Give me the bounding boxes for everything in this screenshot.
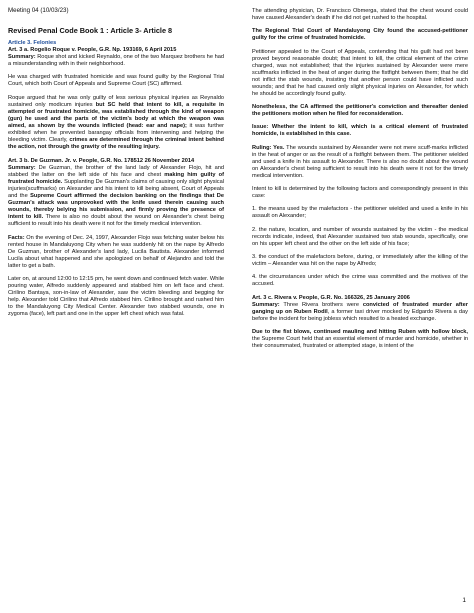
ruling-text: The wounds sustained by Alexander were not mere scuff-marks inflicted in the heat of anger or as the result of a fistfight between them. The petitioner wielded and used a knife in his assault to Alexander. There is also no doubt about the wound on Alexander's chest being sufficient to result into his death were it not for the timely medical intervention. [252, 144, 468, 179]
factor-item: 3. the conduct of the malefactors before, during, or immediately after the killing of the victim – Alexander was hit on the nape by Alfredo; [252, 253, 468, 267]
meeting-label: Meeting 04 (10/03/23) [8, 7, 69, 14]
summary-label: Summary: [252, 301, 280, 308]
rtc-ruling: The Regional Trial Court of Mandaluyong City found the accused-petitioner guilty for the crime of frustrated homicide. [252, 28, 468, 42]
summary-label: Summary: [8, 165, 36, 172]
holding-text: Supreme Court affirmed the decision banking on the findings that De Guzman's attack was unprovoked with the knife used therein causing such wounds, thereby belying his submission, and firmly proving the presence of intent to kill. [8, 193, 224, 221]
factor-item: 2. the nature, location, and number of wounds sustained by the victim - the medical records indicate, indeed, that Alexander sustained two stab wounds, specifically, one on his upper left chest and the other on the left side of his face; [252, 226, 468, 247]
case-ruling [252, 145, 468, 180]
holding-text: but SC held that intent to kill, a requisite in attempted or frustrated homicide, was established through the kind of weapon (gun) he used and the parts of the victim's body at which the weapon was aimed, as shown by the wounds inflicted (head: ear and nape); [8, 101, 224, 129]
paragraph [8, 95, 224, 151]
summary-label: Summary: [8, 54, 36, 61]
summary-text: There is also no doubt about the wound on Alexander's chest being sufficient to result into his death were it not for the timely medical intervention. [8, 214, 225, 228]
case-issue: Issue: Whether the intent to kill, which is a critical element of frustrated homicide, is established in this case. [252, 124, 468, 138]
paragraph: Later on, at around 12:00 to 12:15 pm, he went down and continued fetch water. While pouring water, Alfredo suddenly appeared and stabbed him on left face and chest. Cirilino Bantaya, son-in-law of Alexander, saw the victim bleeding and begging for help. Alexander told Cirilino that Alfredo stabbed him. Cirilino brought and rushed him to the Mandaluyong City Medical Center. Alexander two stabbed wounds, one in zygoma (face), left part and one in the upper left chest which was fatal. [8, 276, 224, 318]
case-title: Art. 3 c. Rivera v. People, G.R. No. 166326, 25 January 2006 [252, 294, 410, 301]
left-column [8, 26, 224, 325]
summary-text: , a former taxi driver mocked by Edgardo Rivera a day before the incident for being jobless which resulted to a heated exchange. [252, 308, 468, 322]
holding-text: crimes are determined through the criminal intent behind the action, not through the gravity of the resulting injury. [8, 136, 225, 150]
case-title: Art. 3 b. De Guzman. Jr. v. People, G.R. No. 178512 26 November 2014 [8, 158, 195, 165]
holding-text: making him guilty of frustrated homicide. [8, 172, 225, 186]
document-title: Revised Penal Code Book 1 : Article 3- Article 8 [8, 26, 173, 35]
summary-text: Supplanting De Guzman's claims of causing only slight physical injuries(scuffmarks) on Alexander and his intent to kill being absent, Court of Appeals and the [8, 179, 224, 200]
page-number: 1 [462, 597, 466, 604]
right-column [252, 8, 468, 356]
facts-text: On the evening of Dec. 24, 1997, Alexander Flojo was fetching water below his rented house in Mandaluyong City when he was suddenly hit on the nape by Alfredo De Guzman, brother of Alexander's land lady, Lucila Bautista. Alexander informed Lucila about what happened and she apologized on behalf of Alejandro and told the latter to get a bath. [8, 234, 224, 269]
holding-text: Due to the fist blows, continued mauling and hitting Ruben with hollow block, [252, 328, 468, 335]
case-facts [8, 235, 224, 270]
case-roque [8, 47, 224, 151]
factor-item: 4. the circumstances under which the crime was committed and the motives of the accused. [252, 274, 468, 288]
factor-item: 1. the means used by the malefactors - the petitioner wielded and used a knife in his assault on Alexander; [252, 206, 468, 220]
paragraph: Petitioner appealed to the Court of Appeals, contending that his guilt had not been proved beyond reasonable doubt; that intent to kill, the critical element of the crime charged, was not established; that the injuries sustained by Alexander were mere scuffmarks inflicted in the heat of anger during the fistfight between them; that he did not inflict the stab wounds, insisting that another person could have inflicted such wounds; and that he had caused only slight physical injuries on Alexander, for which he should be accordingly found guilty. [252, 48, 468, 97]
case-summary [252, 302, 468, 323]
paragraph-text: it was further exhibited when he prevented barangay officials from intervening and helping the bleeding victim. Clearly, [8, 122, 224, 143]
summary-text: Three Rivera brothers were [279, 301, 363, 308]
paragraph: He was charged with frustrated homicide and was found guilty by the Regional Trial Court, which both Court of Appeals and Supreme Court (SC) affirmed. [8, 74, 224, 88]
holding-text: convicted of frustrated murder after ganging up on Ruben Rodil [252, 301, 468, 315]
case-de-guzman [8, 158, 224, 318]
case-title: Art. 3 a. Rogelio Roque v. People, G.R. Np. 193169, 6 April 2015 [8, 47, 177, 54]
paragraph-text: the Supreme Court held that an essential element of murder and homicide, whether in their consummated, frustrated or attempted stage, is intent of the [252, 335, 468, 349]
paragraph-text: Roque argued that he was only guilty of less serious physical injuries as Reynaldo sustained only modicum injuries [8, 94, 224, 108]
facts-label: Facts: [8, 234, 25, 241]
case-summary [8, 54, 224, 68]
paragraph: The attending physician, Dr. Francisco Obmerga, stated that the chest wound could have caused Alexander's death if he did not get rushed to the hospital. [252, 8, 468, 22]
case-summary [8, 165, 224, 228]
ca-ruling: Nonetheless, the CA affirmed the petitioner's conviction and thereafter denied the petitioners motion when he filed for reconsideration. [252, 104, 468, 118]
summary-text: De Guzman, the brother of the land lady of Alexander Flojo, hit and stabbed the latter on the left side of his face and chest [8, 165, 224, 179]
paragraph: Intent to kill is determined by the following factors and correspondingly present in this case: [252, 186, 468, 200]
summary-text: Roque shot and kicked Reynaldo, one of the two Marquez brothers he had a misunderstanding with in their neighborhood. [8, 54, 224, 68]
ruling-label: Ruling: Yes. [252, 144, 285, 151]
section-heading: Article 3. Felonies [8, 40, 57, 46]
paragraph [252, 329, 468, 350]
